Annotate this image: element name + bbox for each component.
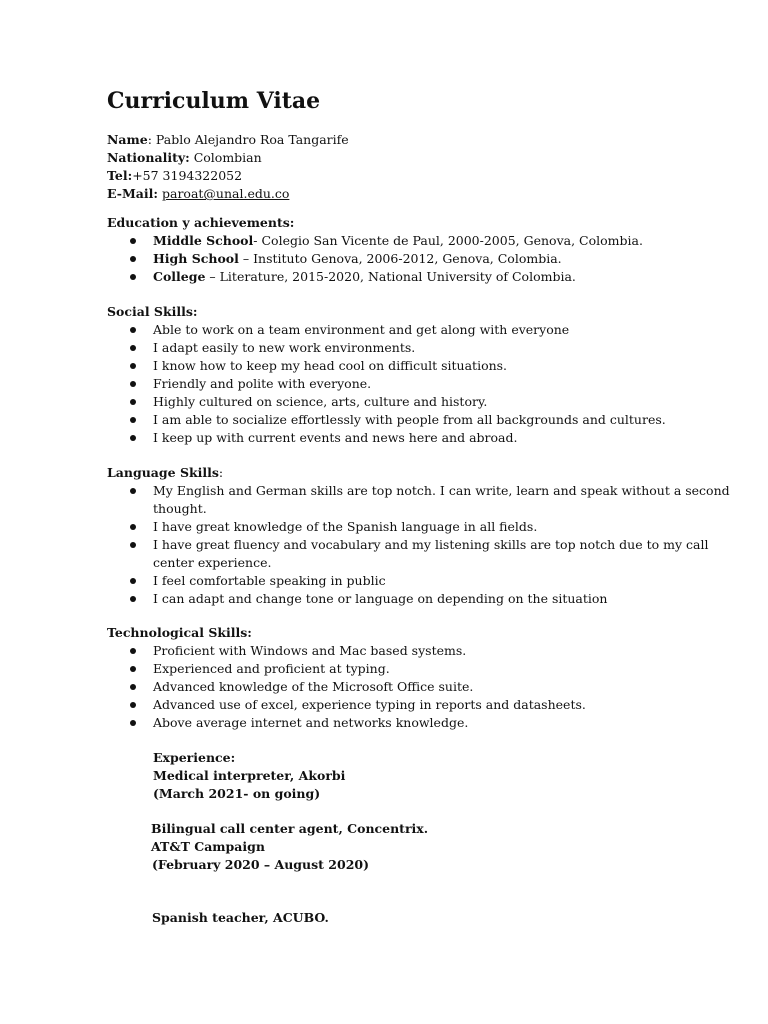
list-item [107,393,666,411]
list-item [107,714,586,732]
bullet-icon [130,720,136,726]
bullet-icon [130,363,136,369]
education-item-text: – Instituto Genova, 2006-2012, Genova, Colombia. [238,251,562,266]
list-item [107,572,730,590]
bullet-icon [130,578,136,584]
nationality-row [107,149,349,167]
list-item [107,268,643,286]
name-label: Name [107,132,148,147]
education-item-text: – Literature, 2015-2020, National University of Colombia. [205,269,576,284]
social-item-text: I know how to keep my head cool on difficult situations. [153,358,508,373]
education-section [107,214,643,286]
language-item-line1: I feel comfortable speaking in public [153,573,386,588]
tech-list [107,642,586,732]
education-item-label: Middle School [153,233,254,248]
bullet-icon [130,256,136,262]
bullet-icon [130,417,136,423]
job1-title: Medical interpreter, Akorbi [153,768,346,783]
email-label: E-Mail: [107,186,158,201]
personal-info [107,131,349,203]
tech-item-text: Above average internet and networks knowledge. [153,715,469,730]
social-item-text: Highly cultured on science, arts, culture and history. [153,394,488,409]
job3-title: Spanish teacher, ACUBO. [152,910,329,925]
bullet-icon [130,399,136,405]
page-title: Curriculum Vitae [107,88,321,114]
nationality-value: Colombian [189,150,262,165]
list-item [107,321,666,339]
social-section [107,303,666,447]
education-list [107,232,643,286]
tech-item-text: Experienced and proficient at typing. [153,661,390,676]
tel-row [107,167,349,185]
social-item-text: I adapt easily to new work environments. [153,340,416,355]
language-item-line2: center experience. [153,555,272,570]
social-item-text: I keep up with current events and news here and abroad. [153,430,518,445]
bullet-icon [130,238,136,244]
social-list [107,321,666,447]
job2-dates: (February 2020 – August 2020) [152,857,369,872]
tech-item-text: Proficient with Windows and Mac based systems. [153,643,467,658]
list-item [107,357,666,375]
list-item [107,429,666,447]
social-item-text: Able to work on a team environment and get along with everyone [153,322,570,337]
job2-campaign: AT&T Campaign [151,839,265,854]
list-item [107,642,586,660]
language-item-line1: I have great knowledge of the Spanish language in all fields. [153,519,538,534]
tech-item-text: Advanced use of excel, experience typing in reports and datasheets. [153,697,586,712]
bullet-icon [130,524,136,530]
list-item [107,590,730,608]
list-item [107,232,643,250]
language-item-line1: I have great fluency and vocabulary and my listening skills are top notch due to my call [153,537,709,552]
list-item [107,375,666,393]
tel-label: Tel: [107,168,133,183]
tech-heading: Technological Skills: [107,625,252,640]
education-heading: Education y achievements: [107,215,295,230]
education-item-label: High School [153,251,239,266]
list-item [107,518,730,536]
list-item [107,696,586,714]
list-item [107,678,586,696]
list-item [107,660,586,678]
language-list [107,482,730,608]
tech-section [107,624,586,732]
bullet-icon [130,381,136,387]
bullet-icon [130,327,136,333]
social-item-text: Friendly and polite with everyone. [153,376,372,391]
education-item-label: College [153,269,206,284]
email-row [107,185,349,203]
bullet-icon [130,488,136,494]
language-item-line2: thought. [153,501,207,516]
social-heading: Social Skills: [107,304,198,319]
bullet-icon [130,666,136,672]
email-link[interactable]: paroat@unal.edu.co [161,186,290,201]
nationality-label: Nationality: [107,150,190,165]
bullet-icon [130,702,136,708]
social-item-text: I am able to socialize effortlessly with people from all backgrounds and cultures. [153,412,666,427]
list-item [107,339,666,357]
name-row [107,131,349,149]
education-item-text: - Colegio San Vicente de Paul, 2000-2005, Genova, Colombia. [253,233,643,248]
language-heading-suffix: : [218,465,224,480]
bullet-icon [130,274,136,280]
job2-title: Bilingual call center agent, Concentrix. [151,821,429,836]
bullet-icon [130,435,136,441]
list-item [107,482,730,518]
bullet-icon [130,648,136,654]
bullet-icon [130,596,136,602]
list-item [107,536,730,572]
language-heading: Language Skills [107,465,219,480]
bullet-icon [130,684,136,690]
tech-item-text: Advanced knowledge of the Microsoft Office suite. [153,679,474,694]
list-item [107,250,643,268]
experience-heading: Experience: [153,750,236,765]
tel-value: +57 3194322052 [132,168,243,183]
bullet-icon [130,542,136,548]
language-item-line1: I can adapt and change tone or language on depending on the situation [153,591,608,606]
name-value: : Pablo Alejandro Roa Tangarife [147,132,349,147]
bullet-icon [130,345,136,351]
language-heading-row [107,464,730,482]
list-item [107,411,666,429]
language-item-line1: My English and German skills are top notch. I can write, learn and speak without a second [153,483,730,498]
job1-dates: (March 2021- on going) [153,786,321,801]
language-section [107,464,730,608]
